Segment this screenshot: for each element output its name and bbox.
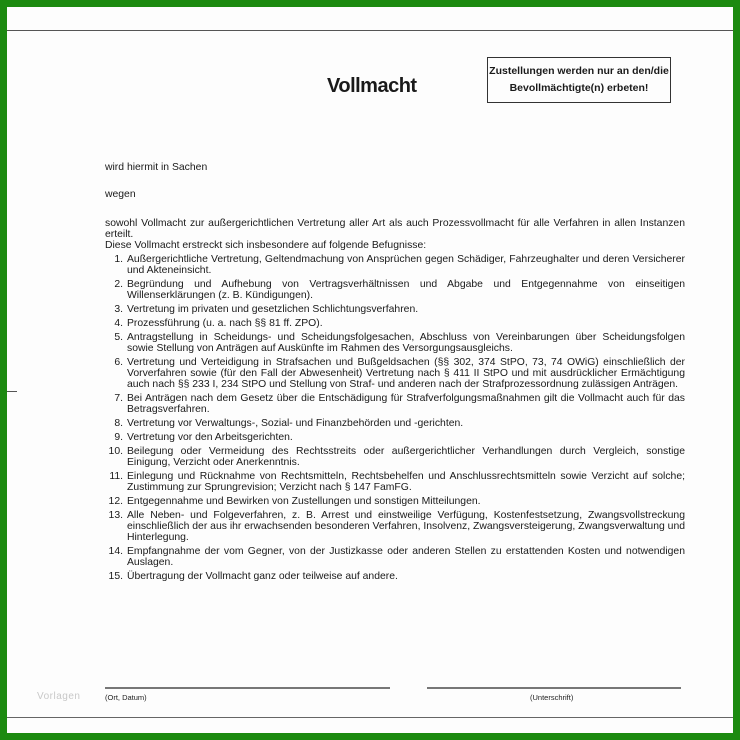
document-title: Vollmacht: [327, 75, 417, 97]
list-item: 10. Beilegung oder Vermeidung des Rechtsstreits oder außergerichtlicher Verhandlungen durch Vergleich, sonstige Einigung, Verzicht oder Anerkenntnis.: [108, 446, 685, 468]
place-date-label: (Ort, Datum): [105, 693, 147, 702]
intro-scope: Diese Vollmacht erstreckt sich insbesondere auf folgende Befugnisse:: [105, 240, 427, 251]
notice-line-1: Zustellungen werden nur an den/die: [489, 65, 669, 77]
list-item: 1. Außergerichtliche Vertretung, Geltendmachung von Ansprüchen gegen Schädiger, Fahrzeughalter und deren Versicherer und Akteneinsicht.: [114, 254, 685, 276]
list-item: 3. Vertretung im privaten und gesetzlichen Schlichtungsverfahren.: [114, 304, 419, 315]
signature-line[interactable]: [427, 687, 681, 689]
document-body: [105, 162, 685, 582]
list-item: 2. Begründung und Aufhebung von Vertragsverhältnissen und Abgabe und Entgegennahme von einseitigen Willenserklärungen (z. B. Kündigungen).: [114, 279, 685, 301]
list-item: 6. Vertretung und Verteidigung in Strafsachen und Bußgeldsachen (§§ 302, 374 StPO, 73, 74 OWiG) einschließlich der Vorverfahren sowie (für den Fall der Abwesenheit) Vertretung nach § 411 II StPO und mit ausdrücklicher Ermächtigung auch nach §§ 233 I, 234 StPO und Stellung von Straf- und anderen nach der Strafprozessordnung zulässigen Anträgen.: [114, 357, 685, 390]
list-item: 12. Entgegennahme und Bewirken von Zustellungen und sonstigen Mitteilungen.: [108, 496, 481, 507]
list-item: 15. Übertragung der Vollmacht ganz oder teilweise auf andere.: [108, 571, 398, 582]
fold-mark: [7, 391, 17, 392]
list-item: 13. Alle Neben- und Folgeverfahren, z. B. Arrest und einstweilige Verfügung, Kostenfestsetzung, Zwangsvollstreckung einschließlich der aus ihr erwachsenden besonderen Verfahren, Insolvenz, Zwangsversteigerung, Zwangsverwaltung und Hinterlegung.: [108, 510, 685, 543]
watermark-text: Vorlagen: [37, 691, 81, 702]
list-item: 9. Vertretung vor den Arbeitsgerichten.: [114, 432, 293, 443]
notice-line-2: Bevollmächtigte(n) erbeten!: [509, 82, 649, 94]
list-item: 14. Empfangnahme der vom Gegner, von der Justizkasse oder anderen Stellen zu erstattenden Kosten und notwendigen Auslagen.: [108, 546, 685, 568]
place-date-line[interactable]: [105, 687, 390, 689]
document-page: [7, 7, 733, 733]
list-item: 4. Prozessführung (u. a. nach §§ 81 ff. ZPO).: [114, 318, 323, 329]
case-text: wird hiermit in Sachen: [105, 162, 208, 173]
signature-label: (Unterschrift): [530, 693, 574, 702]
list-item: 7. Bei Anträgen nach dem Gesetz über die Entschädigung für Strafverfolgungsmaßnahmen gilt die Vollmacht auch für das Betragsverfahren.: [114, 393, 685, 415]
list-item: 5. Antragstellung in Scheidungs- und Scheidungsfolgesachen, Abschluss von Vereinbarungen über Scheidungsfolgen sowie Stellung von Anträgen auf Auskünfte im Rahmen des Versorgungsausgleichs.: [114, 332, 685, 354]
list-item: 8. Vertretung vor Verwaltungs-, Sozial- und Finanzbehörden und -gerichten.: [114, 418, 464, 429]
wegen-text: wegen: [105, 189, 136, 200]
intro-paragraph: sowohl Vollmacht zur außergerichtlichen Vertretung aller Art als auch Prozessvollmacht für alle Verfahren in allen Instanzen erteilt.: [105, 218, 685, 240]
list-item: 11. Einlegung und Rücknahme von Rechtsmitteln, Rechtsbehelfen und Anschlussrechtsmitteln sowie Verzicht auf solche; Zustimmung zur Sprungrevision; Verzicht nach § 147 FamFG.: [109, 471, 685, 493]
powers-list: [105, 254, 685, 582]
top-rule: [7, 30, 733, 31]
bottom-rule: [7, 717, 733, 718]
delivery-notice-box: [487, 57, 671, 103]
